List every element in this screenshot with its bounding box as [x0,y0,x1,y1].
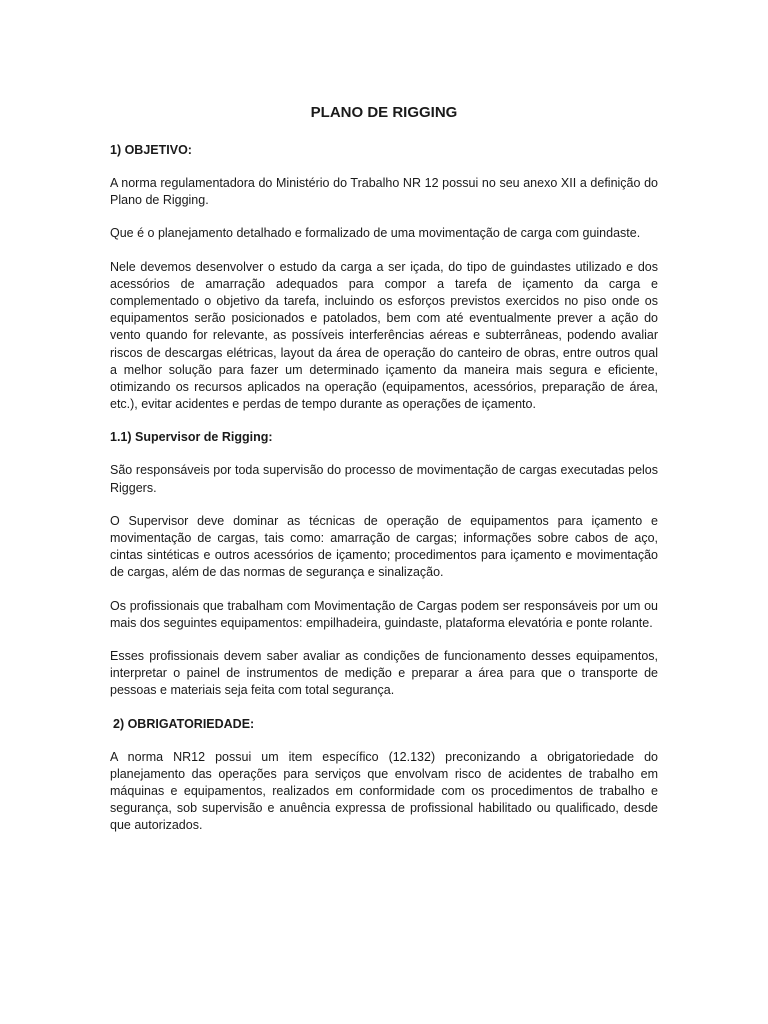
document-title: PLANO DE RIGGING [310,104,458,121]
paragraph-objetivo-3: Nele devemos desenvolver o estudo da carga a ser içada, do tipo de guindastes utilizado e dos acessórios de amarração adequados para compor a tarefa de içamento da carga e complementado o objetivo da tarefa, incluindo os esforços previstos exercidos no piso onde os equipamentos serão posicionados e patolados, bem com até eventualmente prever a ação do vento quando for relevante, as possíveis interferências aéreas e subterrâneas, podendo avaliar riscos de descargas elétricas, layout da área de operação do canteiro de obras, entre outros qual a melhor solução para fazer um determinado içamento da maneira mais segura e eficiente, otimizando os recursos aplicados na operação (equipamentos, acessórios, preparação de área, etc.), evitar acidentes e perdas de tempo durante as operações de içamento. [110,259,658,412]
paragraph-supervisor-2: O Supervisor deve dominar as técnicas de operação de equipamentos para içamento e movimentação de cargas, tais como: amarração de cargas; informações sobre cabos de aço, cintas sintéticas e outros acessórios de içamento; procedimentos para içamento e movimentação de cargas, além de das normas de segurança e sinalização. [110,513,658,580]
paragraph-supervisor-1: São responsáveis por toda supervisão do processo de movimentação de cargas executadas pelos Riggers. [110,463,658,495]
section-heading-objetivo: 1) OBJETIVO: [110,143,192,157]
paragraph-supervisor-3: Os profissionais que trabalham com Movimentação de Cargas podem ser responsáveis por um ou mais dos seguintes equipamentos: empilhadeira, guindaste, plataforma elevatória e ponte rolante. [110,598,658,630]
paragraph-objetivo-1: A norma regulamentadora do Ministério do Trabalho NR 12 possui no seu anexo XII a definição do Plano de Rigging. [110,176,658,208]
paragraph-supervisor-4: Esses profissionais devem saber avaliar as condições de funcionamento desses equipamentos, interpretar o painel de instrumentos de medição e preparar a área para que o transporte de pessoas e materiais seja feita com total segurança. [110,649,658,698]
paragraph-objetivo-2: Que é o planejamento detalhado e formalizado de uma movimentação de carga com guindaste. [110,226,641,241]
paragraph-obrigatoriedade-1: A norma NR12 possui um item específico (12.132) preconizando a obrigatoriedade do planejamento das operações para serviços que envolvam risco de acidentes de trabalho em máquinas e equipamentos, realizados em conformidade com os procedimentos de trabalho e segurança, sob supervisão e anuência expressa de profissional habilitado ou qualificado, desde que autorizados. [110,749,658,833]
section-heading-obrigatoriedade: 2) OBRIGATORIEDADE: [113,716,255,731]
document-page [110,103,658,851]
section-heading-supervisor: 1.1) Supervisor de Rigging: [110,430,273,445]
